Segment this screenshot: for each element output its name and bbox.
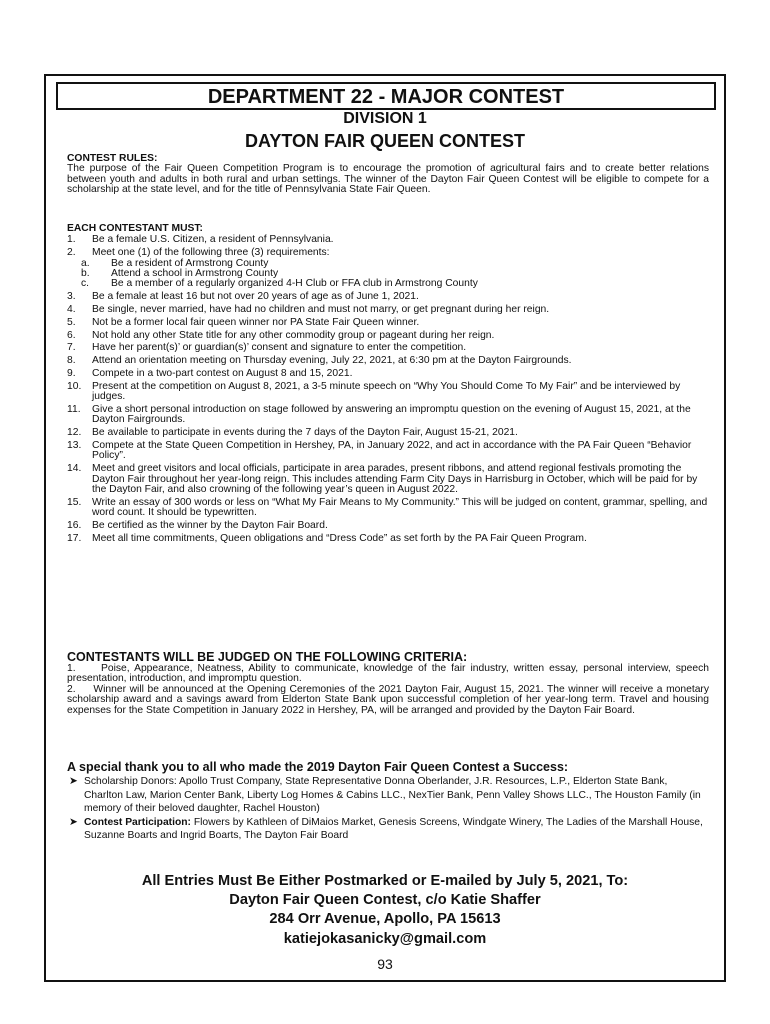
requirement-item — [67, 382, 709, 403]
requirement-text: Attend an orientation meeting on Thursday evening, July 22, 2021, at 6:30 pm at the Dayton Fairgrounds. — [92, 355, 572, 367]
requirement-text: Compete at the State Queen Competition in Hershey, PA, in January 2022, and act in accordance with the PA Fair Queen “Behavior Policy”. — [92, 440, 692, 462]
requirement-number: 11. — [67, 404, 81, 415]
document-page — [44, 74, 726, 982]
requirement-number: 17. — [67, 532, 82, 544]
requirement-number: 10. — [67, 380, 82, 392]
thanks-bullet-participation — [67, 816, 709, 843]
criteria-item-2 — [67, 685, 709, 716]
requirement-item — [67, 248, 709, 290]
requirement-number: 15. — [67, 496, 82, 508]
requirement-sub-item — [67, 279, 709, 289]
contest-rules-heading: CONTEST RULES: — [67, 153, 158, 164]
criteria-item-1 — [67, 664, 709, 685]
requirement-item — [67, 521, 709, 531]
entries-email: katiejokasanicky@gmail.com — [283, 930, 487, 947]
participation-text: Flowers by Kathleen of DiMaios Market, Genesis Screens, Windgate Winery, The Ladies of the Marshall House, Suzanne Boarts and Ingrid Boarts, The Dayton Fair Board — [84, 816, 703, 842]
requirement-item — [67, 356, 709, 366]
requirement-sub-letter: c. — [81, 278, 90, 290]
requirement-item — [67, 405, 709, 426]
thanks-section — [67, 760, 709, 843]
requirement-text: Meet and greet visitors and local officials, participate in area parades, present ribbons, and attend regional festivals promoting the Dayton Fair throughout her year-long reign. This includes attending Farm City Days in Harrisburg in October, which will be paid for by the Dayton Fair, and also crowning of the following year’s queen in August 2022. — [92, 463, 698, 496]
requirement-text: Have her parent(s)’ or guardian(s)’ consent and signature to enter the competition. — [92, 342, 467, 354]
requirement-sub-text: Be a resident of Armstrong County — [111, 257, 269, 269]
requirement-text: Compete in a two-part contest on August 8 and 15, 2021. — [92, 368, 353, 379]
requirement-sub-letter: a. — [81, 257, 90, 269]
contest-rules-intro: The purpose of the Fair Queen Competition Program is to encourage the promotion of agricultural fairs and to create better relations between youth and adults in both rural and urban settings. The winner of the Dayton Fair Queen Contest will be eligible to compete for a scholarship at the state level, and for the title of Pennsylvania State Fair Queen. — [67, 163, 709, 196]
requirement-text: Meet all time commitments, Queen obligations and “Dress Code” as set forth by the PA Fair Queen Program. — [92, 532, 587, 544]
requirement-text: Be certified as the winner by the Dayton Fair Board. — [92, 520, 328, 532]
requirement-item — [67, 331, 709, 341]
requirement-number: 1. — [67, 234, 76, 246]
requirement-text: Be a female at least 16 but not over 20 years of age as of June 1, 2021. — [92, 291, 419, 303]
criteria-item-text: Poise, Appearance, Neatness, Ability to communicate, knowledge of the fair industry, written essay, personal interview, speech presentation, introduction, and impromptu question. — [67, 663, 709, 685]
division-heading: DIVISION 1 — [343, 110, 427, 127]
participation-label: Contest Participation: — [84, 816, 191, 828]
requirement-text: Not hold any other State title for any other commodity group or pageant during her reign. — [92, 329, 495, 341]
requirement-item — [67, 534, 709, 544]
requirement-number: 6. — [67, 329, 76, 341]
requirement-item — [67, 235, 709, 245]
requirement-sub-text: Attend a school in Armstrong County — [111, 268, 279, 280]
requirement-sub-list — [67, 259, 709, 290]
arrow-bullet-icon: ➤ — [69, 776, 78, 787]
requirement-number: 8. — [67, 355, 76, 367]
requirement-text: Be single, never married, have had no children and must not marry, or get pregnant during her reign. — [92, 304, 550, 316]
requirement-item — [67, 428, 709, 438]
requirement-item — [67, 305, 709, 315]
requirement-text: Write an essay of 300 words or less on “What My Fair Means to My Community.” This will be judged on content, grammar, spelling, and word count. It should be typewritten. — [92, 496, 708, 519]
requirement-item — [67, 318, 709, 328]
requirement-item — [67, 343, 709, 353]
requirements-section — [67, 224, 709, 547]
requirement-number: 9. — [67, 368, 76, 379]
criteria-item-number: 1. — [67, 663, 76, 674]
requirement-number: 4. — [67, 304, 76, 316]
requirement-sub-text: Be a member of a regularly organized 4-H Club or FFA club in Armstrong County — [111, 278, 478, 290]
entries-deadline: All Entries Must Be Either Postmarked or E-mailed by July 5, 2021, To: — [141, 873, 629, 889]
criteria-item-text: Winner will be announced at the Opening Ceremonies of the 2021 Dayton Fair, August 15, 2021. The winner will receive a monetary scholarship award and a savings award from Elderton State Bank upon successful completion of her year-long term. Travel and housing expenses for the State Competition in January 2022 in Hershey, PA, will be arranged and provided by the Dayton Fair Board. — [67, 683, 709, 716]
requirement-item — [67, 369, 709, 379]
requirement-text: Be a female U.S. Citizen, a resident of Pennsylvania. — [92, 234, 334, 246]
page-number: 93 — [377, 956, 393, 972]
department-banner — [56, 82, 716, 110]
requirement-text: Not be a former local fair queen winner nor PA State Fair Queen winner. — [92, 316, 420, 328]
requirements-list — [67, 235, 709, 544]
requirement-item — [67, 292, 709, 302]
requirement-item — [67, 498, 709, 519]
requirement-number: 5. — [67, 316, 76, 328]
contest-title: DAYTON FAIR QUEEN CONTEST — [244, 131, 526, 151]
department-title: DEPARTMENT 22 - MAJOR CONTEST — [207, 86, 565, 108]
thanks-heading: A special thank you to all who made the 2019 Dayton Fair Queen Contest a Success: — [67, 760, 569, 774]
entries-block — [46, 872, 724, 949]
requirement-number: 3. — [67, 291, 76, 303]
requirement-item — [67, 464, 709, 495]
requirement-text: Present at the competition on August 8, 2021, a 3-5 minute speech on “Why You Should Come To My Fair” and be interviewed by judges. — [92, 380, 681, 403]
criteria-section — [67, 650, 709, 716]
requirement-number: 14. — [67, 463, 82, 475]
requirement-number: 2. — [67, 247, 76, 259]
contest-rules-section — [67, 154, 709, 196]
requirement-text: Be available to participate in events during the 7 days of the Dayton Fair, August 15-21, 2021. — [92, 427, 518, 439]
requirements-heading: EACH CONTESTANT MUST: — [67, 223, 203, 234]
requirement-number: 12. — [67, 427, 82, 439]
donors-text: Scholarship Donors: Apollo Trust Company, State Representative Donna Oberlander, J.R. Resources, L.P., Elderton State Bank, Charlton Law, Marion Center Bank, Liberty Log Homes & Cabins LLC., NexTier Bank, Penn Valley Shows LLC., The Houston Family (in memory of their beloved daughter, Rachel Houston) — [84, 776, 701, 815]
criteria-item-number: 2. — [67, 683, 76, 695]
entries-address: 284 Orr Avenue, Apollo, PA 15613 — [269, 911, 501, 928]
requirement-number: 7. — [67, 342, 76, 354]
thanks-bullet-donors — [67, 775, 709, 816]
entries-recipient: Dayton Fair Queen Contest, c/o Katie Shaffer — [229, 892, 541, 909]
requirement-text: Give a short personal introduction on stage followed by answering an impromptu question on the evening of August 15, 2021, at the Dayton Fairgrounds. — [92, 404, 691, 426]
criteria-heading: CONTESTANTS WILL BE JUDGED ON THE FOLLOWING CRITERIA: — [67, 650, 468, 664]
requirement-number: 13. — [67, 440, 82, 451]
requirement-item — [67, 441, 709, 462]
requirement-sub-letter: b. — [81, 268, 90, 280]
arrow-bullet-icon: ➤ — [69, 816, 78, 828]
requirement-number: 16. — [67, 520, 82, 532]
requirement-text: Meet one (1) of the following three (3) requirements: — [92, 247, 330, 259]
